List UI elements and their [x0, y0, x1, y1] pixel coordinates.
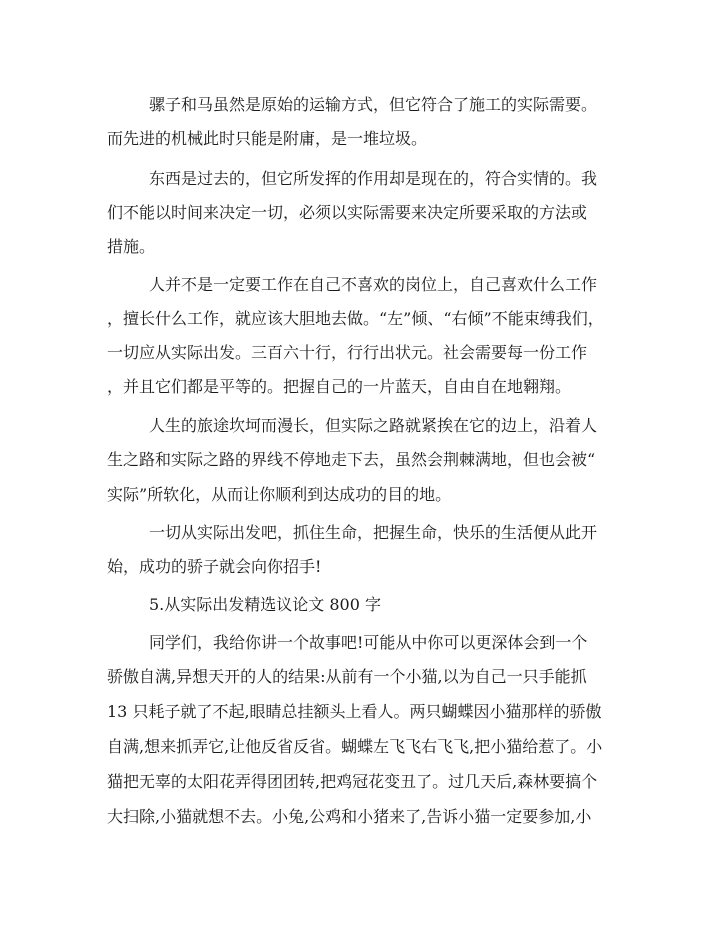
- text-line-10: 人生的旅途坎坷而漫长，但实际之路就紧挨在它的边上，沿着人: [149, 416, 598, 435]
- text-line-6: 人并不是一定要工作在自己不喜欢的岗位上，自己喜欢什么工作: [149, 275, 598, 294]
- text-line-7: ，擅长什么工作，就应该大胆地去做。“左”倾、“右倾”不能束缚我们，: [107, 309, 604, 328]
- text-line-18: 13 只耗子就了不起,眼睛总挂额头上看人。两只蝴蝶因小猫那样的骄傲: [107, 702, 602, 721]
- text-line-20: 猫把无辜的太阳花弄得团团转,把鸡冠花变丑了。过几天后,森林要搞个: [107, 772, 598, 791]
- text-line-9: ，并且它们都是平等的。把握自己的一片蓝天，自由自在地翱翔。: [107, 377, 572, 396]
- text-line-5: 措施。: [107, 237, 156, 256]
- text-line-21: 大扫除,小猫就想不去。小兔,公鸡和小猪来了,告诉小猫一定要参加,小: [107, 807, 592, 826]
- text-line-4: 们不能以时间来决定一切，必须以实际需要来决定所要采取的方法或: [107, 203, 588, 222]
- text-line-16: 同学们，我给你讲一个故事吧!可能从中你可以更深体会到一个: [149, 633, 588, 652]
- section-heading: 5.从实际出发精选议论文 800 字: [149, 595, 381, 614]
- text-line-19: 自满,想来抓弄它,让他反省反省。蝴蝶左飞飞右飞飞,把小猫给惹了。小: [107, 737, 603, 756]
- text-line-13: 一切从实际出发吧，抓住生命，把握生命，快乐的生活便从此开: [149, 523, 598, 542]
- text-line-14: 始，成功的骄子就会向你招手!: [107, 557, 322, 576]
- text-line-1: 骡子和马虽然是原始的运输方式，但它符合了施工的实际需要。: [149, 95, 598, 114]
- text-line-3: 东西是过去的，但它所发挥的作用却是现在的，符合实情的。我: [149, 169, 598, 188]
- text-line-2: 而先进的机械此时只能是附庸，是一堆垃圾。: [107, 129, 428, 148]
- text-line-12: 实际”所软化，从而让你顺利到达成功的目的地。: [107, 485, 452, 504]
- text-line-8: 一切应从实际出发。三百六十行，行行出状元。社会需要每一份工作: [107, 343, 588, 362]
- text-line-17: 骄傲自满,异想天开的人的结果:从前有一个小猫,以为自己一只手能抓: [107, 667, 587, 686]
- text-line-11: 生之路和实际之路的界线不停地走下去，虽然会荆棘满地，但也会被“: [107, 450, 596, 469]
